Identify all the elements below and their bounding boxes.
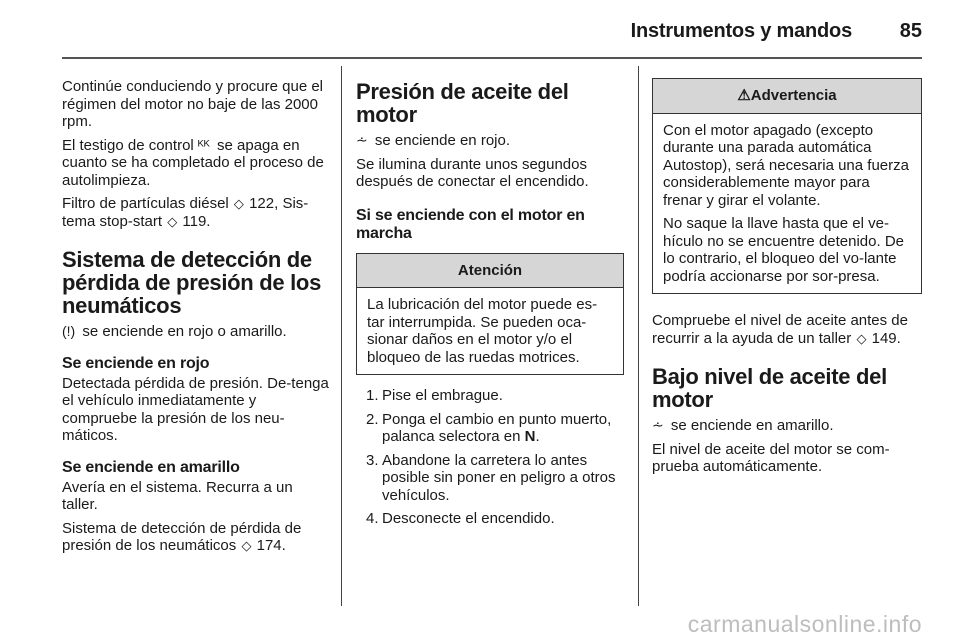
attention-box [356,253,624,376]
paragraph: El nivel de aceite del motor se com-prueba automáticamente. [652,440,890,475]
tire-pressure-icon: (!) [62,323,76,339]
heading-oil-pressure: Presión de aceite del motor [356,79,569,127]
column-divider-2 [638,66,639,606]
reference-arrow-icon: ◇ [233,196,244,211]
reference-arrow-icon: ◇ [241,538,252,553]
column-1 [62,78,330,561]
heading-oil-level: Bajo nivel de aceite del motor [652,364,887,412]
warning-triangle-icon: ⚠ [737,87,751,104]
page-number: 85 [899,20,922,42]
dpf-icon: ᴷᴷ [197,136,210,153]
oil-pressure-icon: ⩪ [356,132,368,148]
paragraph: Filtro de partículas diésel ◇ 122, Sis-tema stop-start ◇ 119. [62,195,309,230]
warning-box [652,78,922,294]
column-divider-1 [341,66,342,606]
heading-yellow: Se enciende en amarillo [62,458,240,476]
paragraph: Se ilumina durante unos segundos después de conectar el encendido. [356,155,589,190]
paragraph: El testigo de control ᴷᴷ se apaga en cuanto se ha completado el proceso de autolimpieza. [62,136,324,189]
watermark: carmanualsonline.info [687,611,922,637]
column-3 [652,78,922,482]
paragraph: (!) se enciende en rojo o amarillo. [62,323,287,340]
page-ref-link[interactable]: 119. [182,212,211,230]
list-item: 3. Abandone la carretera lo antes posible sin poner en peligro a otros vehículos. [366,451,616,504]
paragraph: Detectada pérdida de presión. De-tenga el vehículo inmediatamente y compruebe la presión de los neu-máticos. [62,374,329,444]
steps-list [356,387,624,528]
column-2 [356,80,624,534]
attention-body: La lubricación del motor puede es-tar interrumpida. Se pueden oca-sionar daños en el motor y/o el bloqueo de las ruedas motrices. [367,296,598,366]
page-ref-link[interactable]: 122 [249,195,275,212]
warning-title-bar: ⚠Advertencia [653,79,921,114]
attention-title: Atención [357,254,623,289]
heading-tpms: Sistema de detección de pérdida de presión de los neumáticos [62,247,322,318]
header-rule [62,57,922,59]
page-header [62,18,922,48]
heading-red: Se enciende en rojo [62,354,210,372]
oil-level-icon: ⩪ [652,417,664,433]
list-item: 1. Pise el embrague. [366,387,503,404]
list-item: 4. Desconecte el encendido. [366,510,555,527]
warning-body: Con el motor apagado (excepto durante una parada automática Autostop), será necesaria una fuerza considerablemente mayor para frenar y girar el volante. No saque la llave hasta que el ve-hículo no se encuentre detenido. De lo contrario, el bloqueo del vo-lante podría accionarse por sor-presa. [663,121,909,285]
page-ref-link[interactable]: 174. [256,537,286,554]
paragraph: ⩪ se enciende en amarillo. [652,417,834,434]
page-ref-link[interactable]: 149. [871,329,901,347]
paragraph: Continúe conduciendo y procure que el régimen del motor no baje de las 2000 rpm. [62,78,324,130]
paragraph: Compruebe el nivel de aceite antes de recurrir a la ayuda de un taller ◇ 149. [652,312,908,347]
paragraph: Sistema de detección de pérdida de presión de los neumáticos ◇ 174. [62,519,302,554]
reference-arrow-icon: ◇ [167,213,178,229]
heading-running: Si se enciende con el motor en marcha [356,206,585,242]
reference-arrow-icon: ◇ [856,330,867,346]
list-item: 2. Ponga el cambio en punto muerto, palanca selectora en N. [366,410,612,445]
section-title: Instrumentos y mandos [630,20,852,42]
paragraph: ⩪ se enciende en rojo. [356,132,511,149]
paragraph: Avería en el sistema. Recurra a un taller. [62,478,293,513]
